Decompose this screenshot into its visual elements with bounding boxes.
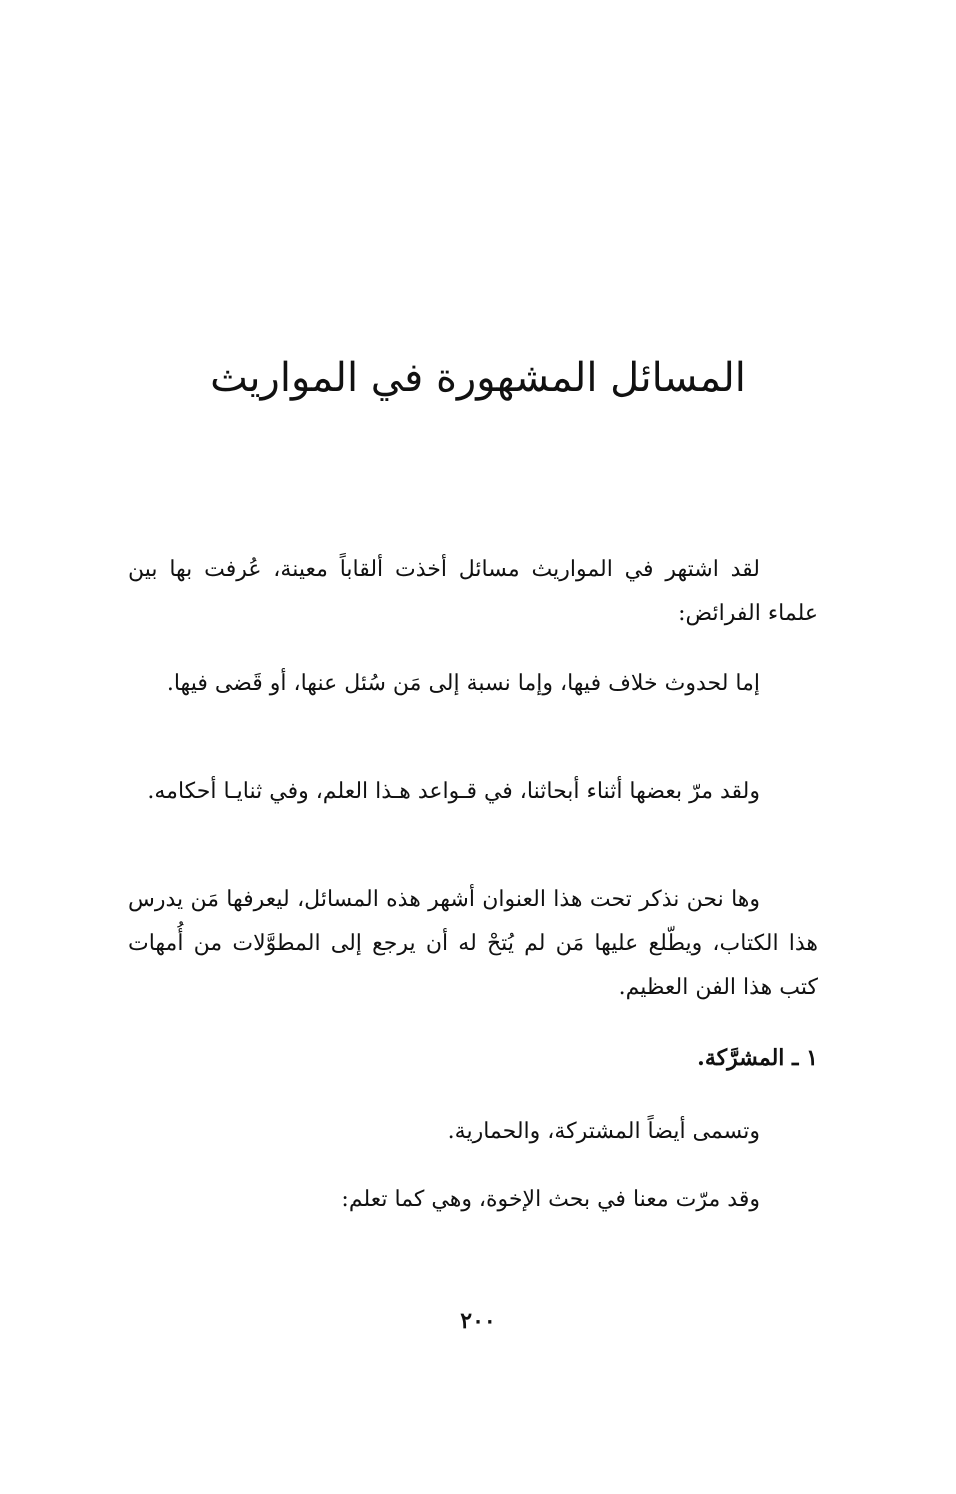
paragraph-previous-mentions: ولقد مرّ بعضها أثناء أبحاثنا، في قـواعد هـذا العلم، وفي ثنايـا أحكامه. <box>147 779 760 804</box>
note-other-names: وتسمى أيضاً المشتركة، والحمارية. <box>447 1119 760 1144</box>
page-number: ٢٠٠ <box>460 1308 496 1334</box>
paragraph-reasons: إما لحدوث خلاف فيها، وإما نسبة إلى مَن سُئل عنها، أو قَضى فيها. <box>166 671 760 696</box>
paragraph-intro: لقد اشتهر في المواريث مسائل أخذت ألقاباً معينة، عُرفت بها بين علماء الفرائض: <box>128 557 818 626</box>
note-reference: وقد مرّت معنا في بحث الإخوة، وهي كما تعلم: <box>341 1187 760 1212</box>
page-title: المسائل المشهورة في المواريث <box>210 355 746 401</box>
paragraph-purpose: وها نحن نذكر تحت هذا العنوان أشهر هذه المسائل، ليعرفها مَن يدرس هذا الكتاب، ويطّلع عليها مَن لم يُتحْ له أن يرجع إلى المطوَّلات من أُمهات كتب هذا الفن العظيم. <box>128 887 818 1000</box>
item-heading: ١ ـ المشرَّكة. <box>697 1045 818 1071</box>
